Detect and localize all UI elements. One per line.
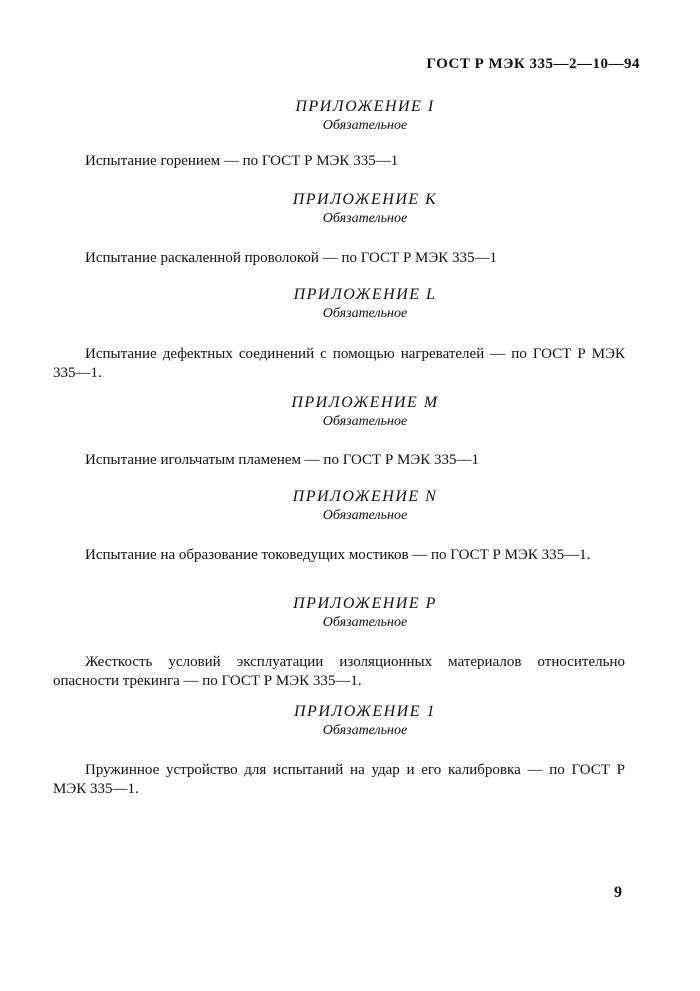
appendix-title: ПРИЛОЖЕНИЕ I <box>295 98 435 115</box>
appendix-i-text: Испытание горением — по ГОСТ Р МЭК 335—1 <box>85 153 399 169</box>
appendix-title: ПРИЛОЖЕНИЕ 1 <box>294 703 436 720</box>
appendix-title: ПРИЛОЖЕНИЕ М <box>291 394 439 411</box>
appendix-status: Обязательное <box>322 211 408 226</box>
appendix-status: Обязательное <box>322 508 408 523</box>
appendix-m-heading <box>0 393 700 431</box>
appendix-status: Обязательное <box>322 306 408 321</box>
appendix-status: Обязательное <box>322 118 408 133</box>
appendix-n-heading <box>0 487 700 525</box>
appendix-k-text: Испытание раскаленной проволокой — по ГОСТ Р МЭК 335—1 <box>85 250 498 266</box>
appendix-title: ПРИЛОЖЕНИЕ N <box>292 488 438 505</box>
appendix-k-heading <box>0 190 700 228</box>
appendix-m-text: Испытание игольчатым пламенем — по ГОСТ Р МЭК 335—1 <box>85 452 480 468</box>
appendix-status: Обязательное <box>322 414 408 429</box>
appendix-1-heading <box>0 702 700 740</box>
appendix-title: ПРИЛОЖЕНИЕ Р <box>293 595 437 612</box>
appendix-status: Обязательное <box>322 723 408 738</box>
appendix-l-heading <box>0 285 700 323</box>
appendix-status: Обязательное <box>322 615 408 630</box>
document-code-header: ГОСТ Р МЭК 335—2—10—94 <box>426 56 640 72</box>
appendix-title: ПРИЛОЖЕНИЕ К <box>292 191 438 208</box>
appendix-p-text: Жесткость условий эксплуатации изоляционных материалов относительно опасности трекинга — по ГОСТ Р МЭК 335—1. <box>53 654 625 689</box>
appendix-title: ПРИЛОЖЕНИЕ L <box>293 286 437 303</box>
page-number: 9 <box>614 884 622 901</box>
appendix-n-text: Испытание на образование токоведущих мостиков — по ГОСТ Р МЭК 335—1. <box>85 547 591 563</box>
appendix-1-text: Пружинное устройство для испытаний на удар и его калибровка — по ГОСТ Р МЭК 335—1. <box>53 762 625 797</box>
appendix-l-text: Испытание дефектных соединений с помощью нагревателей — по ГОСТ Р МЭК 335—1. <box>53 346 625 381</box>
appendix-i-heading <box>0 97 700 135</box>
appendix-p-heading <box>0 594 700 632</box>
